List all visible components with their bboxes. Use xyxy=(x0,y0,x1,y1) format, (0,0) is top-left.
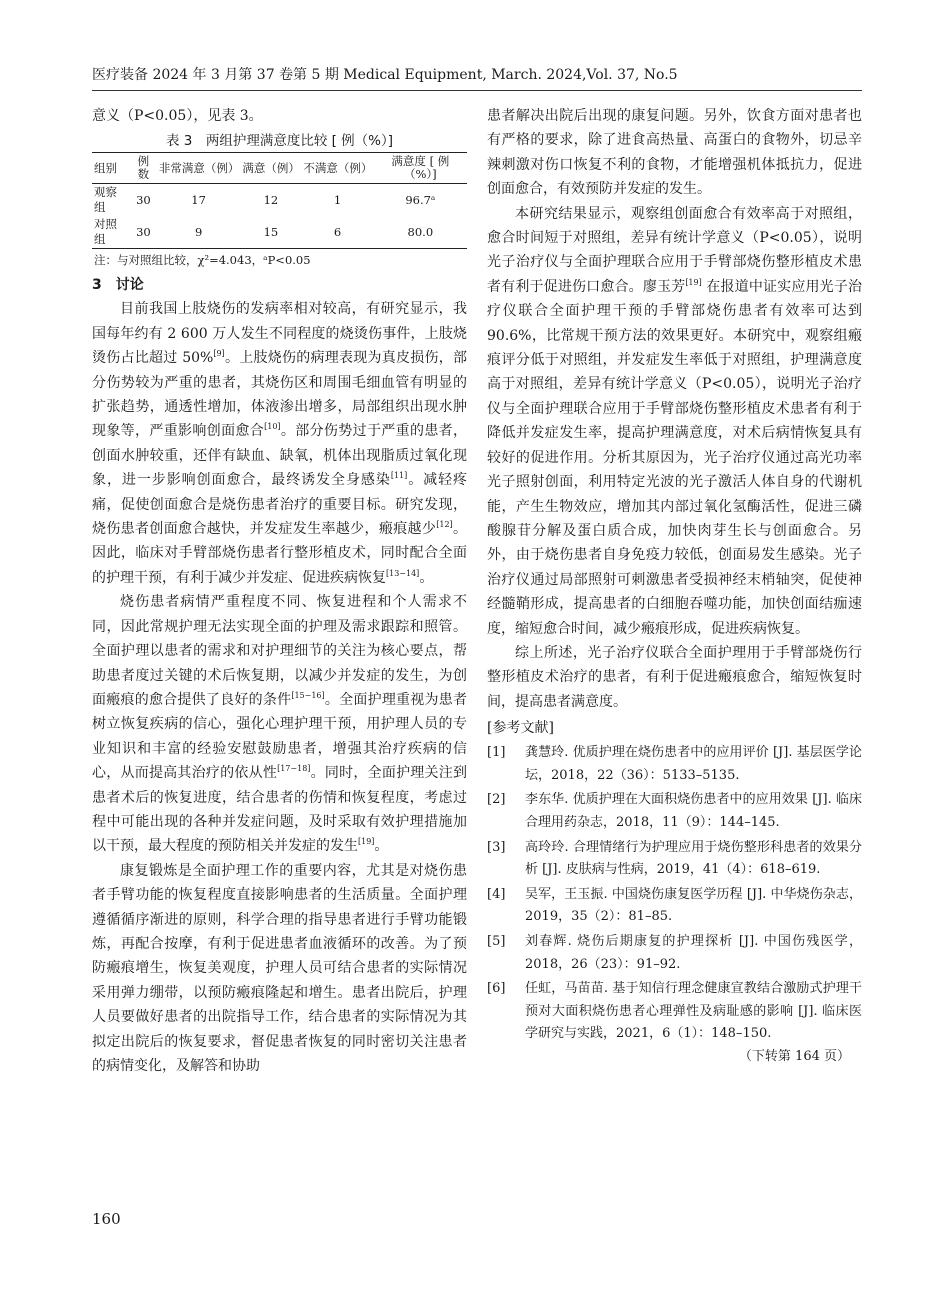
citation: [10] xyxy=(264,422,281,432)
table-cell: 对照组 xyxy=(94,217,117,247)
left-column xyxy=(92,104,467,1078)
table-cell: 12 xyxy=(263,192,279,207)
table3-note: 注：与对照组比较，χ²=4.043，ᵃP<0.05 xyxy=(94,253,311,268)
citation: [11] xyxy=(390,471,408,481)
text-run: 。 xyxy=(374,838,389,855)
citation: [17−18] xyxy=(277,764,311,774)
table-cell: 观察组 xyxy=(94,185,117,215)
text-run: 。因此，临床对手臂部烧伤患者行整形植皮术，同时配合全面的护理干预，有利于减少并发症、促进疾病恢复 xyxy=(92,521,467,586)
table-lead-in: 意义（P<0.05），见表 3。 xyxy=(92,108,263,124)
citation: [13−14] xyxy=(386,568,420,578)
reference-text: 高玲玲. 合理情绪行为护理应用于烧伤整形科患者的效果分析 [J]. 皮肤病与性病，2019，41（4）：618–619. xyxy=(525,839,862,878)
text-run: 。 xyxy=(419,569,434,586)
table-row xyxy=(92,184,467,217)
table3 xyxy=(92,152,467,249)
reference-number: [5] xyxy=(487,933,506,949)
table-cell: 9 xyxy=(194,224,203,239)
page-number: 160 xyxy=(92,1210,121,1228)
reference-number: [4] xyxy=(487,886,506,902)
col-header-very-satisfied: 非常满意（例） xyxy=(157,153,241,184)
text-run: 目前我国上肢烧伤的发病率相对较高，有研究显示，我国每年约有 2 600 万人发生不同程度的烧烫伤事件，上肢烧烫伤占比超过 50% xyxy=(92,301,467,367)
section-heading-discussion: 3 讨论 xyxy=(92,277,144,294)
table-cell: 1 xyxy=(333,192,342,207)
text-run: 。部分伤势过于严重的患者，创面水肿较重，还伴有缺血、缺氧，机体出现脂质过氧化现象，进一步影响创面愈合，最终诱发全身感染 xyxy=(92,423,468,489)
table-header-row xyxy=(92,153,467,184)
references-heading: [参考文献] xyxy=(487,720,554,737)
discussion-paragraph-2 xyxy=(92,590,467,858)
col-header-satisfaction-rate: 满意度 [ 例（%）] xyxy=(374,153,467,184)
table-cell: 30 xyxy=(136,192,151,207)
table-cell: 6 xyxy=(333,224,342,239)
citation: [12] xyxy=(436,520,453,530)
reference-number: [2] xyxy=(487,792,506,808)
reference-item xyxy=(487,837,862,882)
text-run: 在报道中证实应用光子治疗仪联合全面护理干预的手臂部烧伤患者有效率可达到 90.6%，比常规干预方法的效果更好。本研究中，观察组瘢痕评分低于对照组，并发症发生率低于对照组，护理满意度高于对照组，差异有统计学意义（P<0.05），说明光子治疗仪与全面护理联合应用于手臂部烧伤整形植皮术患者有利于降低并发症发生率，提高护理满意度，对术后病情恢复具有较好的促进作用。分析其原因为，光子治疗仪通过高光功率光子照射创面，利用特定光波的光子激活人体自身的代谢机能，产生生物效应，增加其内部过氧化氢酶活性，促进三磷酸腺苷分解及蛋白质合成，加快肉芽生长与创面愈合。另外，由于烧伤患者自身免疫力较低，创面易发生感染。光子治疗仪通过局部照射可刺激患者受损神经末梢轴突，促使神经髓鞘形成，提高患者的白细胞吞噬功能，加快创面结痂速度，缩短愈合时间，减少瘢痕形成，促进疾病恢复。 xyxy=(487,278,862,637)
text-run: 。减轻疼痛，促使创面愈合是烧伤患者治疗的重要目标。研究发现，烧伤患者创面愈合越快，并发症发生率越少，瘢痕越少 xyxy=(92,472,468,538)
discussion-paragraph-1 xyxy=(92,297,467,590)
col-header-satisfied: 满意（例） xyxy=(240,153,301,184)
table-cell: 15 xyxy=(263,224,279,239)
reference-number: [3] xyxy=(487,839,506,855)
text-run: 烧伤患者病情严重程度不同、恢复进程和个人需求不同，因此常规护理无法实现全面的护理及需求跟踪和照管。全面护理以患者的需求和对护理细节的关注为核心要点，帮助患者度过关键的术后恢复期，以减少并发症的发生，为创面瘢痕的愈合提供了良好的条件 xyxy=(92,594,467,708)
conclusion-paragraph: 综上所述，光子治疗仪联合全面护理用于手臂部烧伤行整形植皮术治疗的患者，有利于促进瘢痕愈合，缩短恢复时间，提高患者满意度。 xyxy=(487,644,862,710)
reference-text: 刘春辉. 烧伤后期康复的护理探析 [J]. 中国伤残医学，2018，26（23）：91–92. xyxy=(525,933,862,972)
continued-paragraph: 患者解决出院后出现的康复问题。另外，饮食方面对患者也有严格的要求，除了进食高热量、高蛋白的食物外，切忌辛辣刺激对伤口恢复不利的食物，才能增强机体抵抗力，促进创面愈合，有效预防并发症的发生。 xyxy=(487,108,862,198)
table-cell: 80.0 xyxy=(407,224,434,239)
citation: [19] xyxy=(685,277,702,287)
running-header: 医疗装备 2024 年 3 月第 37 卷第 5 期 Medical Equipment, March. 2024,Vol. 37, No.5 xyxy=(92,67,678,83)
reference-text: 任虹，马苗苗. 基于知信行理念健康宣教结合激励式护理干预对大面积烧伤患者心理弹性及病耻感的影响 [J]. 临床医学研究与实践，2021，6（1）：148–150. xyxy=(525,981,862,1042)
reference-text: 吴军，王玉振. 中国烧伤康复医学历程 [J]. 中华烧伤杂志，2019，35（2）：81–85. xyxy=(525,886,862,925)
citation: [15−16] xyxy=(291,690,325,700)
reference-text: 龚慧玲. 优质护理在烧伤患者中的应用评价 [J]. 基层医学论坛，2018，22（36）：5133–5135. xyxy=(525,745,862,783)
reference-item xyxy=(487,931,862,976)
col-header-count: 例数 xyxy=(130,153,157,184)
reference-item xyxy=(487,884,862,929)
citation: [19] xyxy=(358,837,375,847)
text-run: 。上肢烧伤的病理表现为真皮损伤，部分伤势较为严重的患者，其烧伤区和周围毛细血管有明显的扩张趋势，通透性增加，体液渗出增多，局部组织出现水肿现象等，严重影响创面愈合 xyxy=(92,350,467,440)
table-cell: 30 xyxy=(136,224,151,239)
col-header-unsatisfied: 不满意（例） xyxy=(301,153,373,184)
discussion-paragraph-3: 康复锻炼是全面护理工作的重要内容，尤其是对烧伤患者手臂功能的恢复程度直接影响患者的生活质量。全面护理遵循循序渐进的原则，科学合理的指导患者进行手臂功能锻炼，再配合按摩，有利于促进患者血液循环的改善。为了预防瘢痕增生，恢复美观度，护理人员可结合患者的实际情况采用弹力绷带，以预防瘢痕隆起和增生。患者出院后，护理人员要做好患者的出院指导工作，结合患者的实际情况为其拟定出院后的恢复要求，督促患者恢复的同时密切关注患者的病情变化，及解答和协助 xyxy=(92,862,467,1074)
reference-item xyxy=(487,742,862,787)
text-run: 。全面护理重视为患者树立恢复疾病的信心，强化心理护理干预，用护理人员的专业知识和丰富的经验安慰鼓励患者，增强其治疗疾病的信心，从而提高其治疗的依从性 xyxy=(92,691,468,782)
reference-number: [1] xyxy=(487,745,506,761)
table-cell: 17 xyxy=(191,192,206,207)
text-run: 本研究结果显示，观察组创面愈合有效率高于对照组，愈合时间短于对照组，差异有统计学意义（P<0.05），说明光子治疗仪与全面护理联合应用于手臂部烧伤整形植皮术患者有利于促进伤口愈合。廖玉芳 xyxy=(487,205,862,295)
text-run: 。同时，全面护理关注到患者术后的恢复进度，结合患者的伤情和恢复程度，考虑过程中可能出现的各种并发症问题，及时采取有效护理措施加以干预，最大程度的预防相关并发症的发生 xyxy=(92,765,468,855)
continued-note: （下转第 164 页） xyxy=(738,1048,850,1064)
reference-item xyxy=(487,789,862,834)
results-discussion-paragraph xyxy=(487,202,862,641)
col-header-group: 组别 xyxy=(92,153,130,184)
table3-caption: 表 3 两组护理满意度比较 [ 例（%）] xyxy=(165,133,394,150)
reference-item xyxy=(487,978,862,1046)
table-row xyxy=(92,216,467,249)
header-rule xyxy=(92,90,862,91)
table-cell: 96.7ᵃ xyxy=(405,192,436,207)
citation: [9] xyxy=(213,349,225,359)
reference-number: [6] xyxy=(487,981,506,997)
reference-text: 李东华. 优质护理在大面积烧伤患者中的应用效果 [J]. 临床合理用药杂志，2018，11（9）：144–145. xyxy=(525,792,862,830)
right-column xyxy=(487,104,862,1068)
